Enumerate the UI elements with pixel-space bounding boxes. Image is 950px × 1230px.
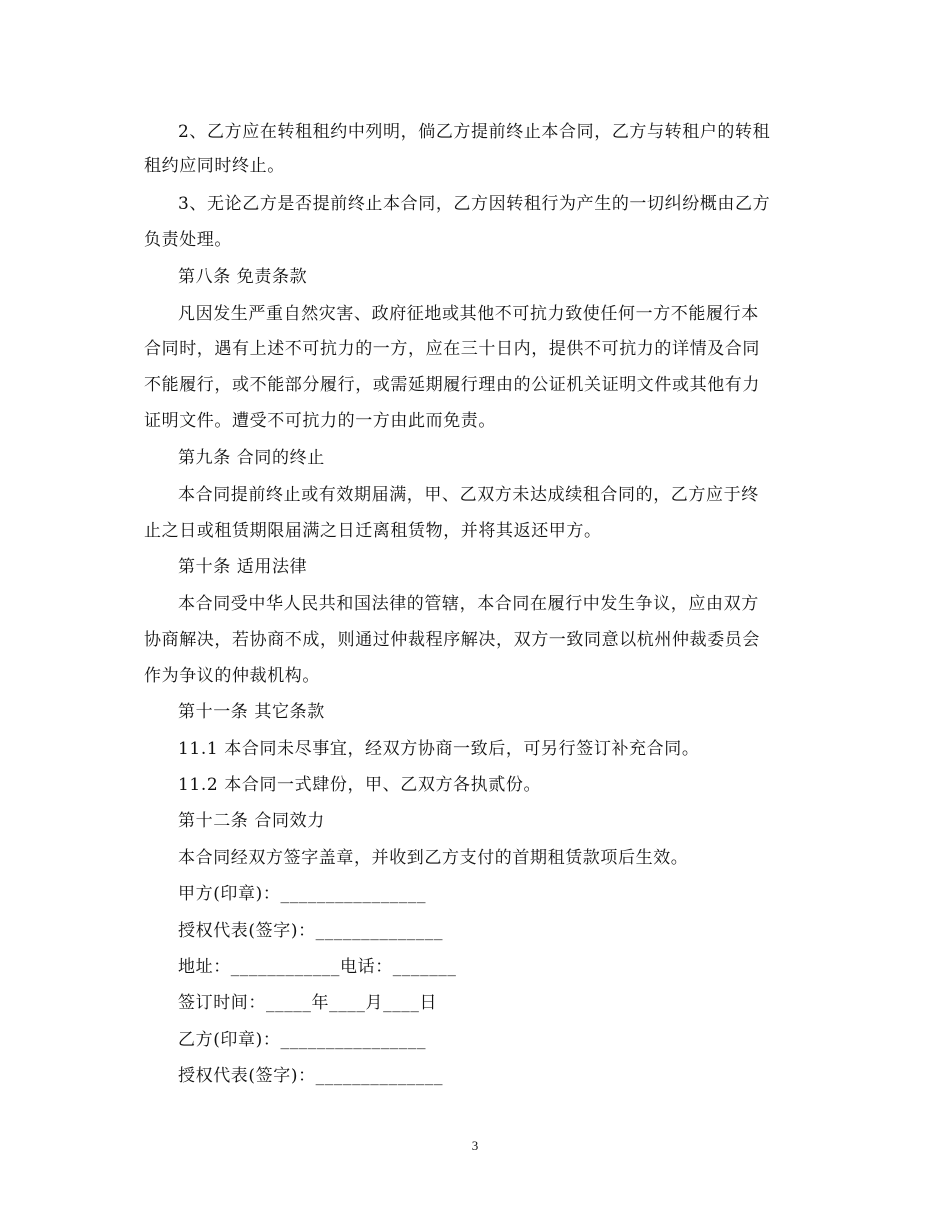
party-a-representative-line: 授权代表(签字)：______________	[178, 921, 444, 941]
paragraph-line: 本合同受中华人民共和国法律的管辖，本合同在履行中发生争议，应由双方	[178, 594, 759, 614]
paragraph-line: 11.1 本合同未尽事宜，经双方协商一致后，可另行签订补充合同。	[178, 739, 700, 759]
paragraph-line: 作为争议的仲裁机构。	[144, 666, 320, 686]
address-phone-line: 地址：____________电话：_______	[178, 957, 457, 977]
paragraph-line: 协商解决，若协商不成，则通过仲裁程序解决，双方一致同意以杭州仲裁委员会	[144, 630, 760, 650]
paragraph-line: 止之日或租赁期限届满之日迁离租赁物，并将其返还甲方。	[144, 521, 602, 541]
signing-date-line: 签订时间：_____年____月____日	[178, 993, 438, 1013]
paragraph-line: 本合同经双方签字盖章，并收到乙方支付的首期租赁款项后生效。	[178, 848, 689, 868]
party-b-representative-line: 授权代表(签字)：______________	[178, 1066, 444, 1086]
paragraph-line: 2、乙方应在转租租约中列明，倘乙方提前终止本合同，乙方与转租户的转租	[178, 122, 771, 142]
paragraph-line: 凡因发生严重自然灾害、政府征地或其他不可抗力致使任何一方不能履行本	[178, 304, 759, 324]
paragraph-line: 租约应同时终止。	[144, 156, 285, 176]
section-heading: 第十一条 其它条款	[178, 702, 325, 722]
section-heading: 第八条 免责条款	[178, 267, 308, 287]
page-number: 3	[471, 1138, 479, 1153]
paragraph-line: 11.2 本合同一式肆份，甲、乙双方各执贰份。	[178, 775, 542, 795]
party-b-seal-line: 乙方(印章)：________________	[178, 1030, 427, 1050]
paragraph-line: 3、无论乙方是否提前终止本合同，乙方因转租行为产生的一切纠纷概由乙方	[178, 194, 771, 214]
paragraph-line: 负责处理。	[144, 230, 232, 250]
section-heading: 第九条 合同的终止	[178, 448, 325, 468]
section-heading: 第十条 适用法律	[178, 557, 308, 577]
paragraph-line: 不能履行，或不能部分履行，或需延期履行理由的公证机关证明文件或其他有力	[144, 375, 760, 395]
paragraph-line: 合同时，遇有上述不可抗力的一方，应在三十日内，提供不可抗力的详情及合同	[144, 339, 760, 359]
section-heading: 第十二条 合同效力	[178, 811, 325, 831]
paragraph-line: 证明文件。遭受不可抗力的一方由此而免责。	[144, 411, 496, 431]
party-a-seal-line: 甲方(印章)：________________	[178, 884, 427, 904]
paragraph-line: 本合同提前终止或有效期届满，甲、乙双方未达成续租合同的，乙方应于终	[178, 485, 759, 505]
